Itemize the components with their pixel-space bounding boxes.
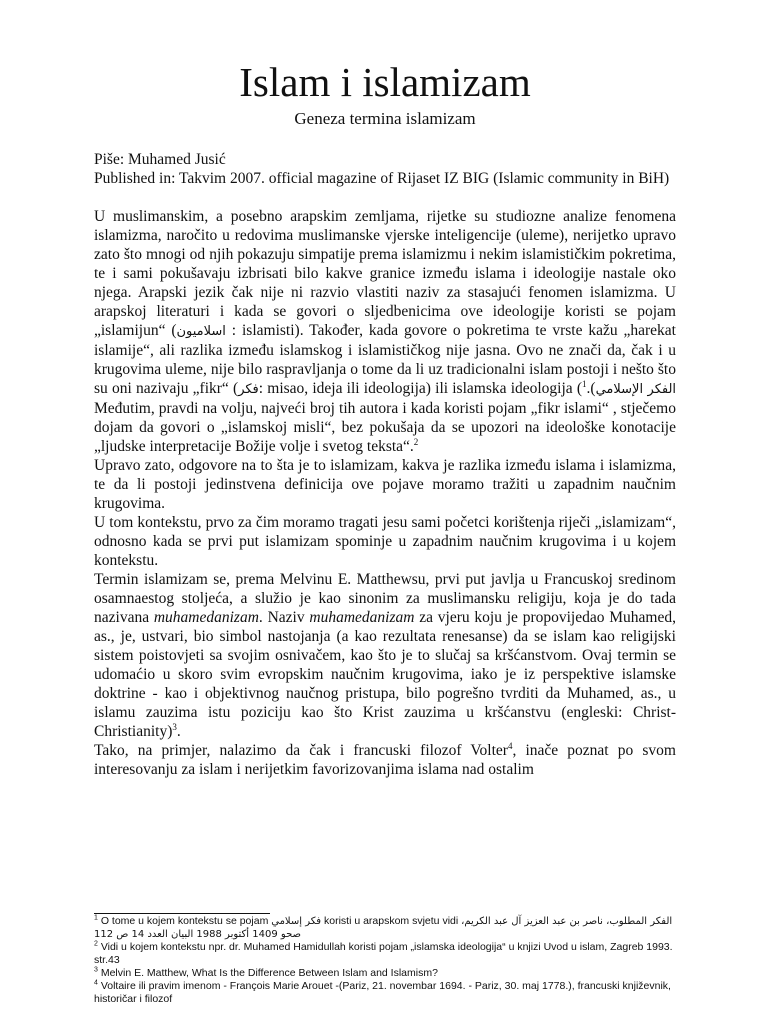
footnote-ref-2[interactable]: 2 [413,436,419,447]
article-body [94,207,676,779]
italic-term-muhamedanizam: muhamedanizam [153,609,259,626]
paragraph-3: U tom kontekstu, prvo za čim moramo tragati jesu sami početci korištenja riječi „islamizam“, odnosno kada se prvi put islamizam spominje u zapadnim naučnim krugovima i u kojem kontekstu. [94,514,676,569]
paragraph-2: Upravo zato, odgovore na to šta je to islamizam, kakva je razlika između islama i islamizma, te da li postoji jedinstvena definicija ove pojave moramo tražiti u zapadnim naučnim krugovima. [94,457,676,512]
footnotes-section [94,915,676,1006]
footnote-1: $^1$ O tome u kojem kontekstu se pojam فكر إسلامي koristi u arapskom svjetu vidi الفكر المطلوب، ناصر بن عبد العزيز آل عبد الكريم، صحو 1409 أكتوبر 1988 البيان العدد 14 ص 112 [94,914,673,940]
footnote-4: $^4$ Voltaire ili pravim imenom - François Marie Arouet -(Pariz, 21. novembar 1694. - Pariz, 30. maj 1778.), francuski književnik, historičar i filozof [94,979,671,1005]
arabic-term-islamijun: اسلاميون [176,324,226,339]
article-meta [94,150,676,188]
footnote-ref-1[interactable]: 1 [582,378,587,389]
footnote-separator [94,913,270,914]
document-page [94,58,676,779]
paragraph-5: Tako, na primjer, nalazimo da čak i francuski filozof Volter$^4$, inače poznat po svom interesovanju za islam i nerijetkim favorizovanjima islama nad ostalim [94,740,676,778]
document-subtitle: Geneza termina islamizam [294,109,476,128]
footnote-ref-3[interactable]: 3 [172,721,177,732]
arabic-term-fikr: فكر [238,382,259,397]
footnote-1-arabic-citation: الفكر المطلوب، ناصر بن عبد العزيز آل عبد الكريم، صحو 1409 أكتوبر 1988 البيان العدد 14 ص 112 [94,916,673,940]
author-line: Piše: Muhamed Jusić [94,151,226,168]
arabic-term-fikr-islami: الفكر الإسلامي [595,382,677,397]
footnote-1-arabic-term: فكر إسلامي [271,916,322,927]
paragraph-1: U muslimanskim, a posebno arapskim zemljama, rijetke su studiozne analize fenomena islamizma, naročito u redovima muslimanske vjerske inteligencije (uleme), nerijetko upravo zato što mnogi od njih pokazuju simpatije prema islamizmu i nekim islamističkim pokretima, te i sami pokušavaju izbrisati bilo kakve granice između islama i ideologije nastale oko njega. Arapski jezik čak nije ni razvio vlastiti naziv za stasajući fenomen islamizma. U arapskoj literaturi i kada se govori o sljedbenicima ove ideologije koristi se pojam „islamijun“ (اسلاميون : islamisti). Također, kada govore o pokretima te vrste kažu „harekat islamije“, ali razlika između islamskog i islamističkog nije jasna. Ovo ne znači da, čak i u krugovima uleme, nije bilo raspravljanja o tome da li uz tradicionalni islam postoji i nešto što su oni nazivaju „fikr“ (فكر: misao, ideja ili ideologija) ili islamska ideologija ( الفكر الإسلامي).$^1$ Međutim, pravdi na volju, najveći broj tih autora i kada koristi pojam „fikr islami“ , stječemo dojam da govori o „islamskoj misli“, bez pokušaja da se upozori na ideološke konotacije „ljudske interpretacije Božije volje i svetog teksta“.$^2$ [94,208,677,455]
footnote-ref-4[interactable]: 4 [507,740,513,751]
document-title: Islam i islamizam [239,59,531,105]
footnote-3: $^3$ Melvin E. Matthew, What Is the Difference Between Islam and Islamism? [94,966,438,979]
footnote-2: $^2$ Vidi u kojem kontekstu npr. dr. Muhamed Hamidullah koristi pojam „islamska ideologija“ u knjizi Uvod u islam, Zagreb 1993. str.43 [94,940,673,966]
published-line: Published in: Takvim 2007. official magazine of Rijaset IZ BIG (Islamic community in BiH) [94,170,670,187]
paragraph-4: Termin islamizam se, prema Melvinu E. Matthewsu, prvi put javlja u Francuskoj sredinom osamnaestog stoljeća, a služio je kao sinonim za muslimansku religiju, koja je do tada nazivana muhamedanizam. Naziv muhamedanizam za vjeru koju je propovijedao Muhamed, as., je, ustvari, bio simbol nastojanja (a kao rezultata renesanse) da se islam kao religijski sistem poistovjeti sa svojim osnivačem, kao što je to slučaj sa kršćanstvom. Ovaj termin se udomaćio u skoro svim evropskim naučnim krugovima, iako je iz perspektive islamske doktrine - kao i objektivnog naučnog pristupa, bilo pogrešno tvrditi da Muhamed, as., u islamu zauzima istu poziciju kao što Krist zauzima u kršćanstvu (engleski: Christ- Christianity)$^3$. [94,571,676,740]
italic-term-muhamedanizam-2: muhamedanizam [309,609,415,626]
